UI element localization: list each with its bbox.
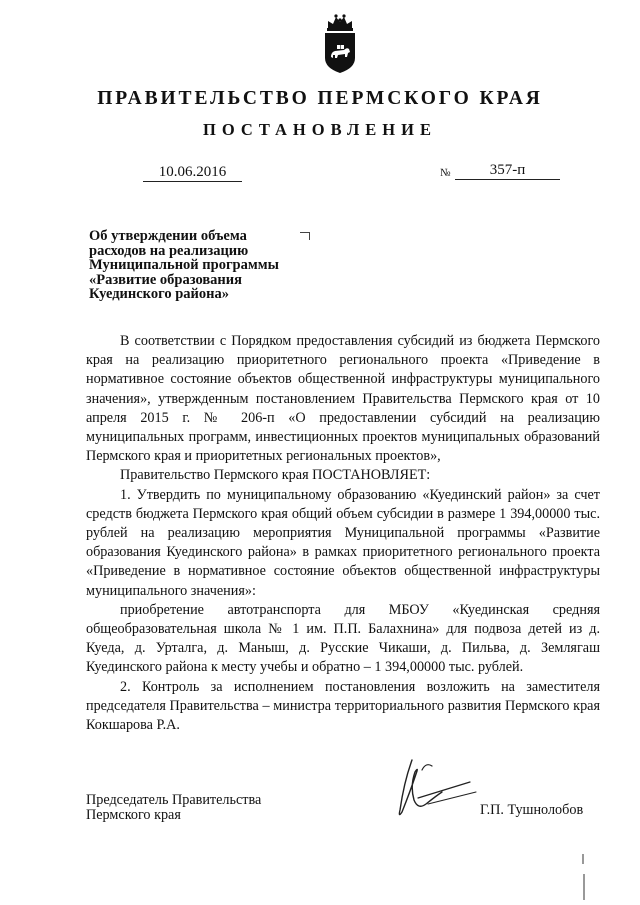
body-paragraph-item-1: 1. Утвердить по муниципальному образованию «Куединский район» за счет средств бюджета Пермского края общий объем субсидии в размере 1 394,00000 тыс. рублей на реализацию мероприятия Муниципальной программы «Развитие образования Куединского района» в рамках приоритетного регионального проекта «Приведение в нормативное состояние объектов общественной инфраструктуры муниципального значения»: (86, 486, 600, 599)
subject-line: «Развитие образования (89, 271, 242, 288)
document-date: 10.06.2016 (143, 164, 242, 182)
document-subject (89, 229, 329, 302)
body-paragraph-preamble: В соответствии с Порядком предоставления субсидий из бюджета Пермского края на реализацию приоритетного регионального проекта «Приведение в нормативное состояние объектов общественной инфраструктуры муниципального значения», утвержденным постановлением Правительства Пермского края от 10 апреля 2015 г. № 206-п «О предоставлении субсидий на реализацию муниципальных программ, инвестиционных проектов муниципальных образований Пермского края и приоритетных региональных проектов», (86, 333, 600, 465)
body-paragraph-purchase: приобретение автотранспорта для МБОУ «Куединская средняя общеобразовательная школа № 1 им. П.П. Балахнина» для подвоза детей из д. Куеда, д. Урталга, д. Маныш, д. Русские Чикаши, д. Пильва, д. Землягаш Куединского района к месту учебы и обратно – 1 394,00000 тыс. рублей. (86, 601, 600, 676)
handwritten-signature-icon (382, 752, 482, 822)
signatory-position-line: Председатель Правительства (86, 792, 262, 808)
government-title: ПРАВИТЕЛЬСТВО ПЕРМСКОГО КРАЯ (97, 88, 543, 109)
coat-of-arms-icon (322, 12, 358, 74)
document-number: 357-п (455, 162, 560, 180)
body-paragraph-item-2: 2. Контроль за исполнением постановления возложить на заместителя председателя Правительства – министра территориального развития Пермского края Кокшарова Р.А. (86, 678, 600, 734)
subject-line: Куединского района» (89, 286, 229, 303)
signatory-position-line: Пермского края (86, 806, 181, 823)
body-paragraph-resolves: Правительство Пермского края ПОСТАНОВЛЯЕТ: (120, 467, 431, 484)
subject-line: расходов на реализацию (89, 242, 249, 259)
document-body (86, 332, 600, 735)
signer-name: Г.П. Тушнолобов (480, 802, 584, 818)
signatory-position (86, 793, 261, 822)
subject-line: Об утверждении объема (89, 228, 247, 244)
scan-edge-mark (580, 852, 588, 902)
document-type: ПОСТАНОВЛЕНИЕ (203, 120, 437, 139)
number-sign: № (440, 167, 451, 179)
subject-line: Муниципальной программы (89, 257, 279, 274)
